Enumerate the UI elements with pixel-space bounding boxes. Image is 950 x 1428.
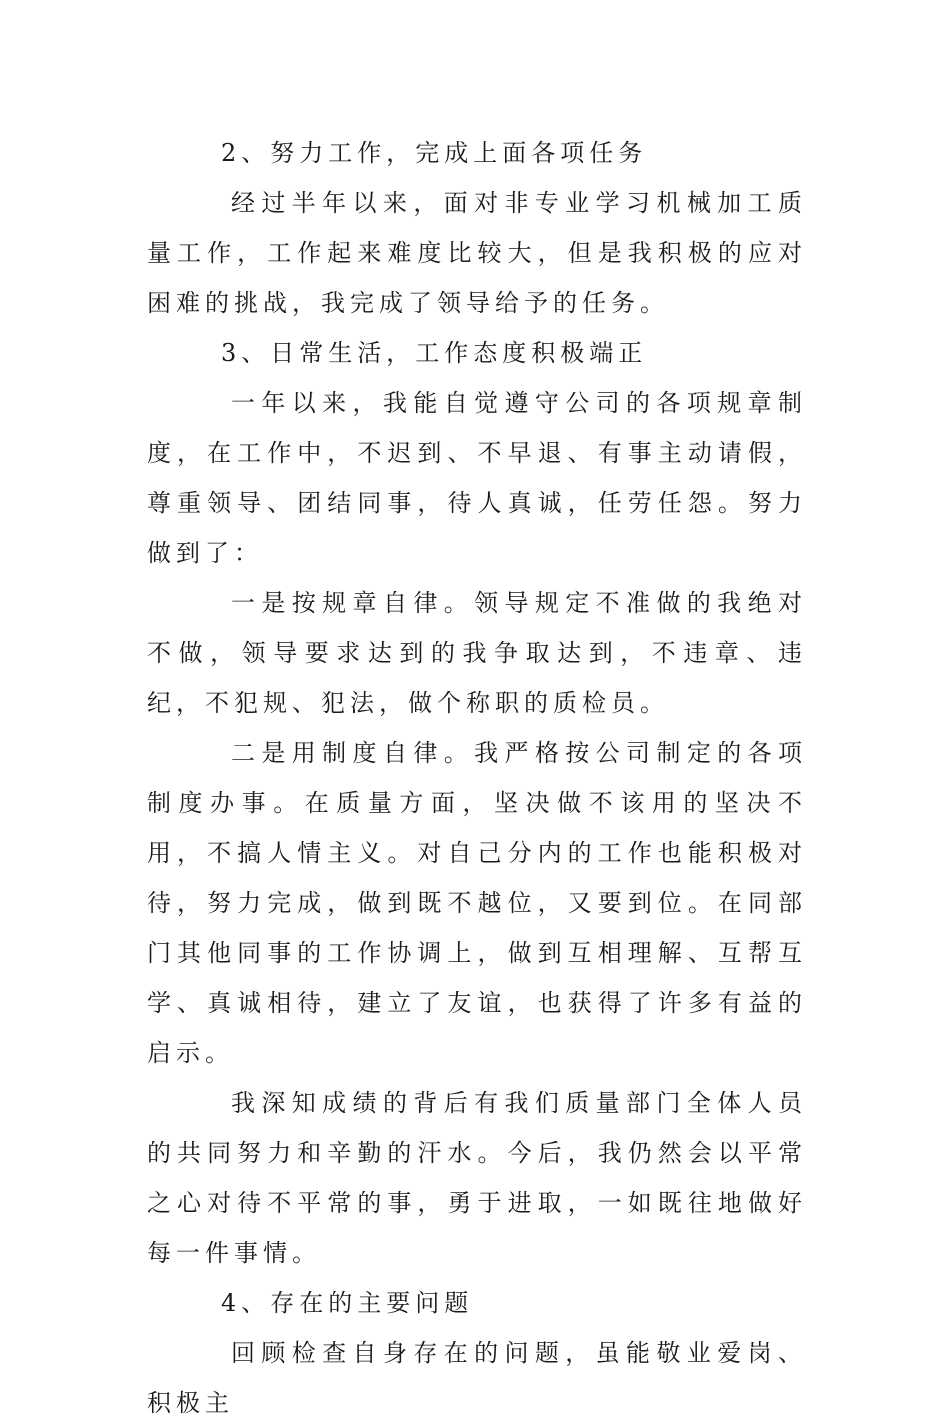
section-heading-2: 2、努力工作，完成上面各项任务 (221, 139, 648, 167)
section-heading-3: 3、日常生活，工作态度积极端正 (221, 339, 648, 367)
paragraph-system-self-discipline: 二是用制度自律。我严格按公司制定的各项制度办事。在质量方面，坚决做不该用的坚决不用，不搞人情主义。对自己分内的工作也能积极对待，努力完成，做到既不越位，又要到位。在同部门其他同事的工作协调上，做到互相理解、互帮互学、真诚相待，建立了友谊，也获得了许多有益的启示。 (147, 739, 807, 1067)
paragraph-discipline: 一年以来，我能自觉遵守公司的各项规章制度，在工作中，不迟到、不早退、有事主动请假，尊重领导、团结同事，待人真诚，任劳任怨。努力做到了： (147, 389, 807, 567)
paragraph-problems: 回顾检查自身存在的问题，虽能敬业爱岗、积极主 (147, 1339, 807, 1417)
paragraph-rule-self-discipline: 一是按规章自律。领导规定不准做的我绝对不做，领导要求达到的我争取达到，不违章、违纪，不犯规、犯法，做个称职的质检员。 (147, 589, 807, 717)
document-body (147, 128, 807, 1428)
section-heading-4: 4、存在的主要问题 (221, 1289, 474, 1317)
paragraph-half-year-work: 经过半年以来，面对非专业学习机械加工质量工作，工作起来难度比较大，但是我积极的应对困难的挑战，我完成了领导给予的任务。 (147, 189, 807, 317)
paragraph-team-effort: 我深知成绩的背后有我们质量部门全体人员的共同努力和辛勤的汗水。今后，我仍然会以平常之心对待不平常的事，勇于进取，一如既往地做好每一件事情。 (147, 1089, 807, 1267)
